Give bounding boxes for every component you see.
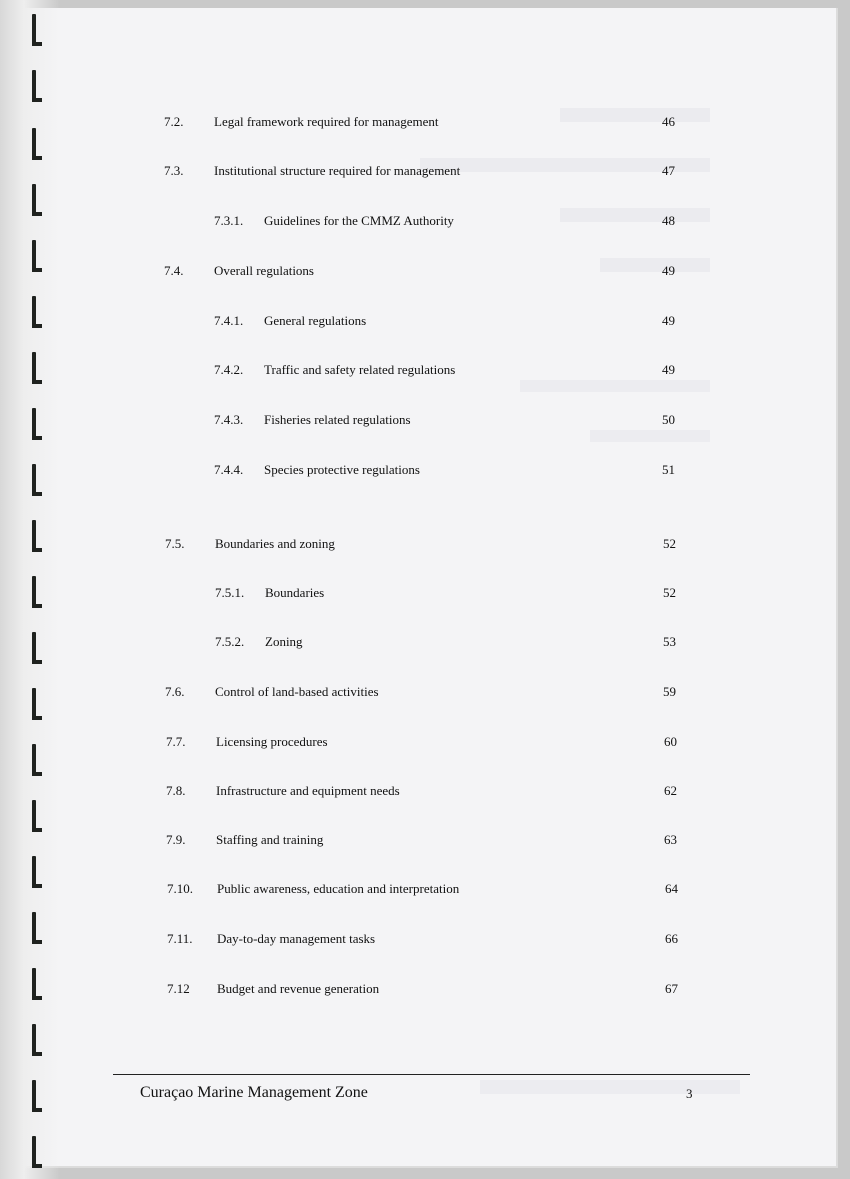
toc-row	[0, 263, 850, 283]
toc-section-number: 7.9.	[166, 832, 186, 847]
toc-page-number: 49	[662, 263, 675, 278]
toc-row	[0, 163, 850, 183]
toc-page-number: 60	[664, 734, 677, 749]
toc-row	[0, 213, 850, 233]
toc-row	[0, 412, 850, 432]
toc-section-title: Overall regulations	[214, 263, 314, 278]
toc-page-number: 49	[662, 362, 675, 377]
toc-section-number: 7.5.2.	[215, 634, 245, 649]
toc-section-number: 7.7.	[166, 734, 186, 749]
toc-page-number: 53	[663, 634, 676, 649]
toc-section-number: 7.3.1.	[214, 213, 244, 228]
toc-section-title: Staffing and training	[216, 832, 324, 847]
binding-ring	[30, 1080, 40, 1112]
toc-section-number: 7.4.3.	[214, 412, 244, 427]
toc-row	[0, 114, 850, 134]
toc-section-title: Species protective regulations	[264, 462, 420, 477]
toc-page-number: 63	[664, 832, 677, 847]
toc-section-title: Institutional structure required for management	[214, 163, 461, 178]
toc-section-number: 7.5.	[165, 536, 185, 551]
binding-ring	[30, 14, 40, 46]
toc-section-title: Boundaries	[265, 585, 325, 600]
toc-row	[0, 362, 850, 382]
toc-section-number: 7.11.	[167, 931, 193, 946]
toc-row	[0, 536, 850, 556]
binding-ring	[30, 184, 40, 216]
toc-page-number: 67	[665, 981, 678, 996]
toc-section-number: 7.8.	[166, 783, 186, 798]
toc-page-number: 48	[662, 213, 675, 228]
toc-section-number: 7.6.	[165, 684, 185, 699]
footer-rule	[113, 1074, 750, 1075]
toc-section-number: 7.2.	[164, 114, 184, 129]
toc-page-number: 50	[662, 412, 675, 427]
toc-section-title: Legal framework required for management	[214, 114, 439, 129]
toc-row	[0, 881, 850, 901]
toc-section-number: 7.10.	[167, 881, 193, 896]
toc-row	[0, 832, 850, 852]
toc-row	[0, 981, 850, 1001]
toc-row	[0, 734, 850, 754]
footer-title: Curaçao Marine Management Zone	[140, 1084, 368, 1101]
toc-section-number: 7.4.2.	[214, 362, 244, 377]
binding-ring	[30, 1024, 40, 1056]
toc-section-number: 7.4.4.	[214, 462, 244, 477]
toc-page-number: 52	[663, 585, 676, 600]
toc-section-number: 7.4.1.	[214, 313, 244, 328]
toc-page-number: 64	[665, 881, 678, 896]
toc-section-title: General regulations	[264, 313, 367, 328]
toc-section-title: Infrastructure and equipment needs	[216, 783, 400, 798]
binding-ring	[30, 70, 40, 102]
toc-row	[0, 931, 850, 951]
toc-section-title: Public awareness, education and interpretation	[217, 881, 460, 896]
toc-page-number: 47	[662, 163, 675, 178]
toc-page-number: 59	[663, 684, 676, 699]
toc-page-number: 51	[662, 462, 675, 477]
toc-section-title: Budget and revenue generation	[217, 981, 380, 996]
toc-section-title: Licensing procedures	[216, 734, 328, 749]
toc-section-title: Control of land-based activities	[215, 684, 379, 699]
toc-section-number: 7.3.	[164, 163, 184, 178]
toc-section-number: 7.12	[167, 981, 190, 996]
bleed-through-mark	[480, 1080, 740, 1094]
toc-section-title: Traffic and safety related regulations	[264, 362, 456, 377]
toc-row	[0, 462, 850, 482]
toc-section-title: Zoning	[265, 634, 303, 649]
toc-row	[0, 783, 850, 803]
toc-row	[0, 634, 850, 654]
binding-ring	[30, 800, 40, 832]
toc-page-number: 52	[663, 536, 676, 551]
toc-section-number: 7.4.	[164, 263, 184, 278]
toc-section-title: Boundaries and zoning	[215, 536, 335, 551]
toc-section-title: Fisheries related regulations	[264, 412, 411, 427]
toc-page-number: 46	[662, 114, 675, 129]
toc-section-title: Day-to-day management tasks	[217, 931, 376, 946]
toc-page-number: 66	[665, 931, 678, 946]
toc-section-number: 7.5.1.	[215, 585, 245, 600]
toc-section-title: Guidelines for the CMMZ Authority	[264, 213, 454, 228]
toc-page-number: 62	[664, 783, 677, 798]
toc-row	[0, 684, 850, 704]
toc-row	[0, 313, 850, 333]
footer-page-number: 3	[686, 1086, 693, 1101]
toc-row	[0, 585, 850, 605]
toc-page-number: 49	[662, 313, 675, 328]
binding-ring	[30, 1136, 40, 1168]
